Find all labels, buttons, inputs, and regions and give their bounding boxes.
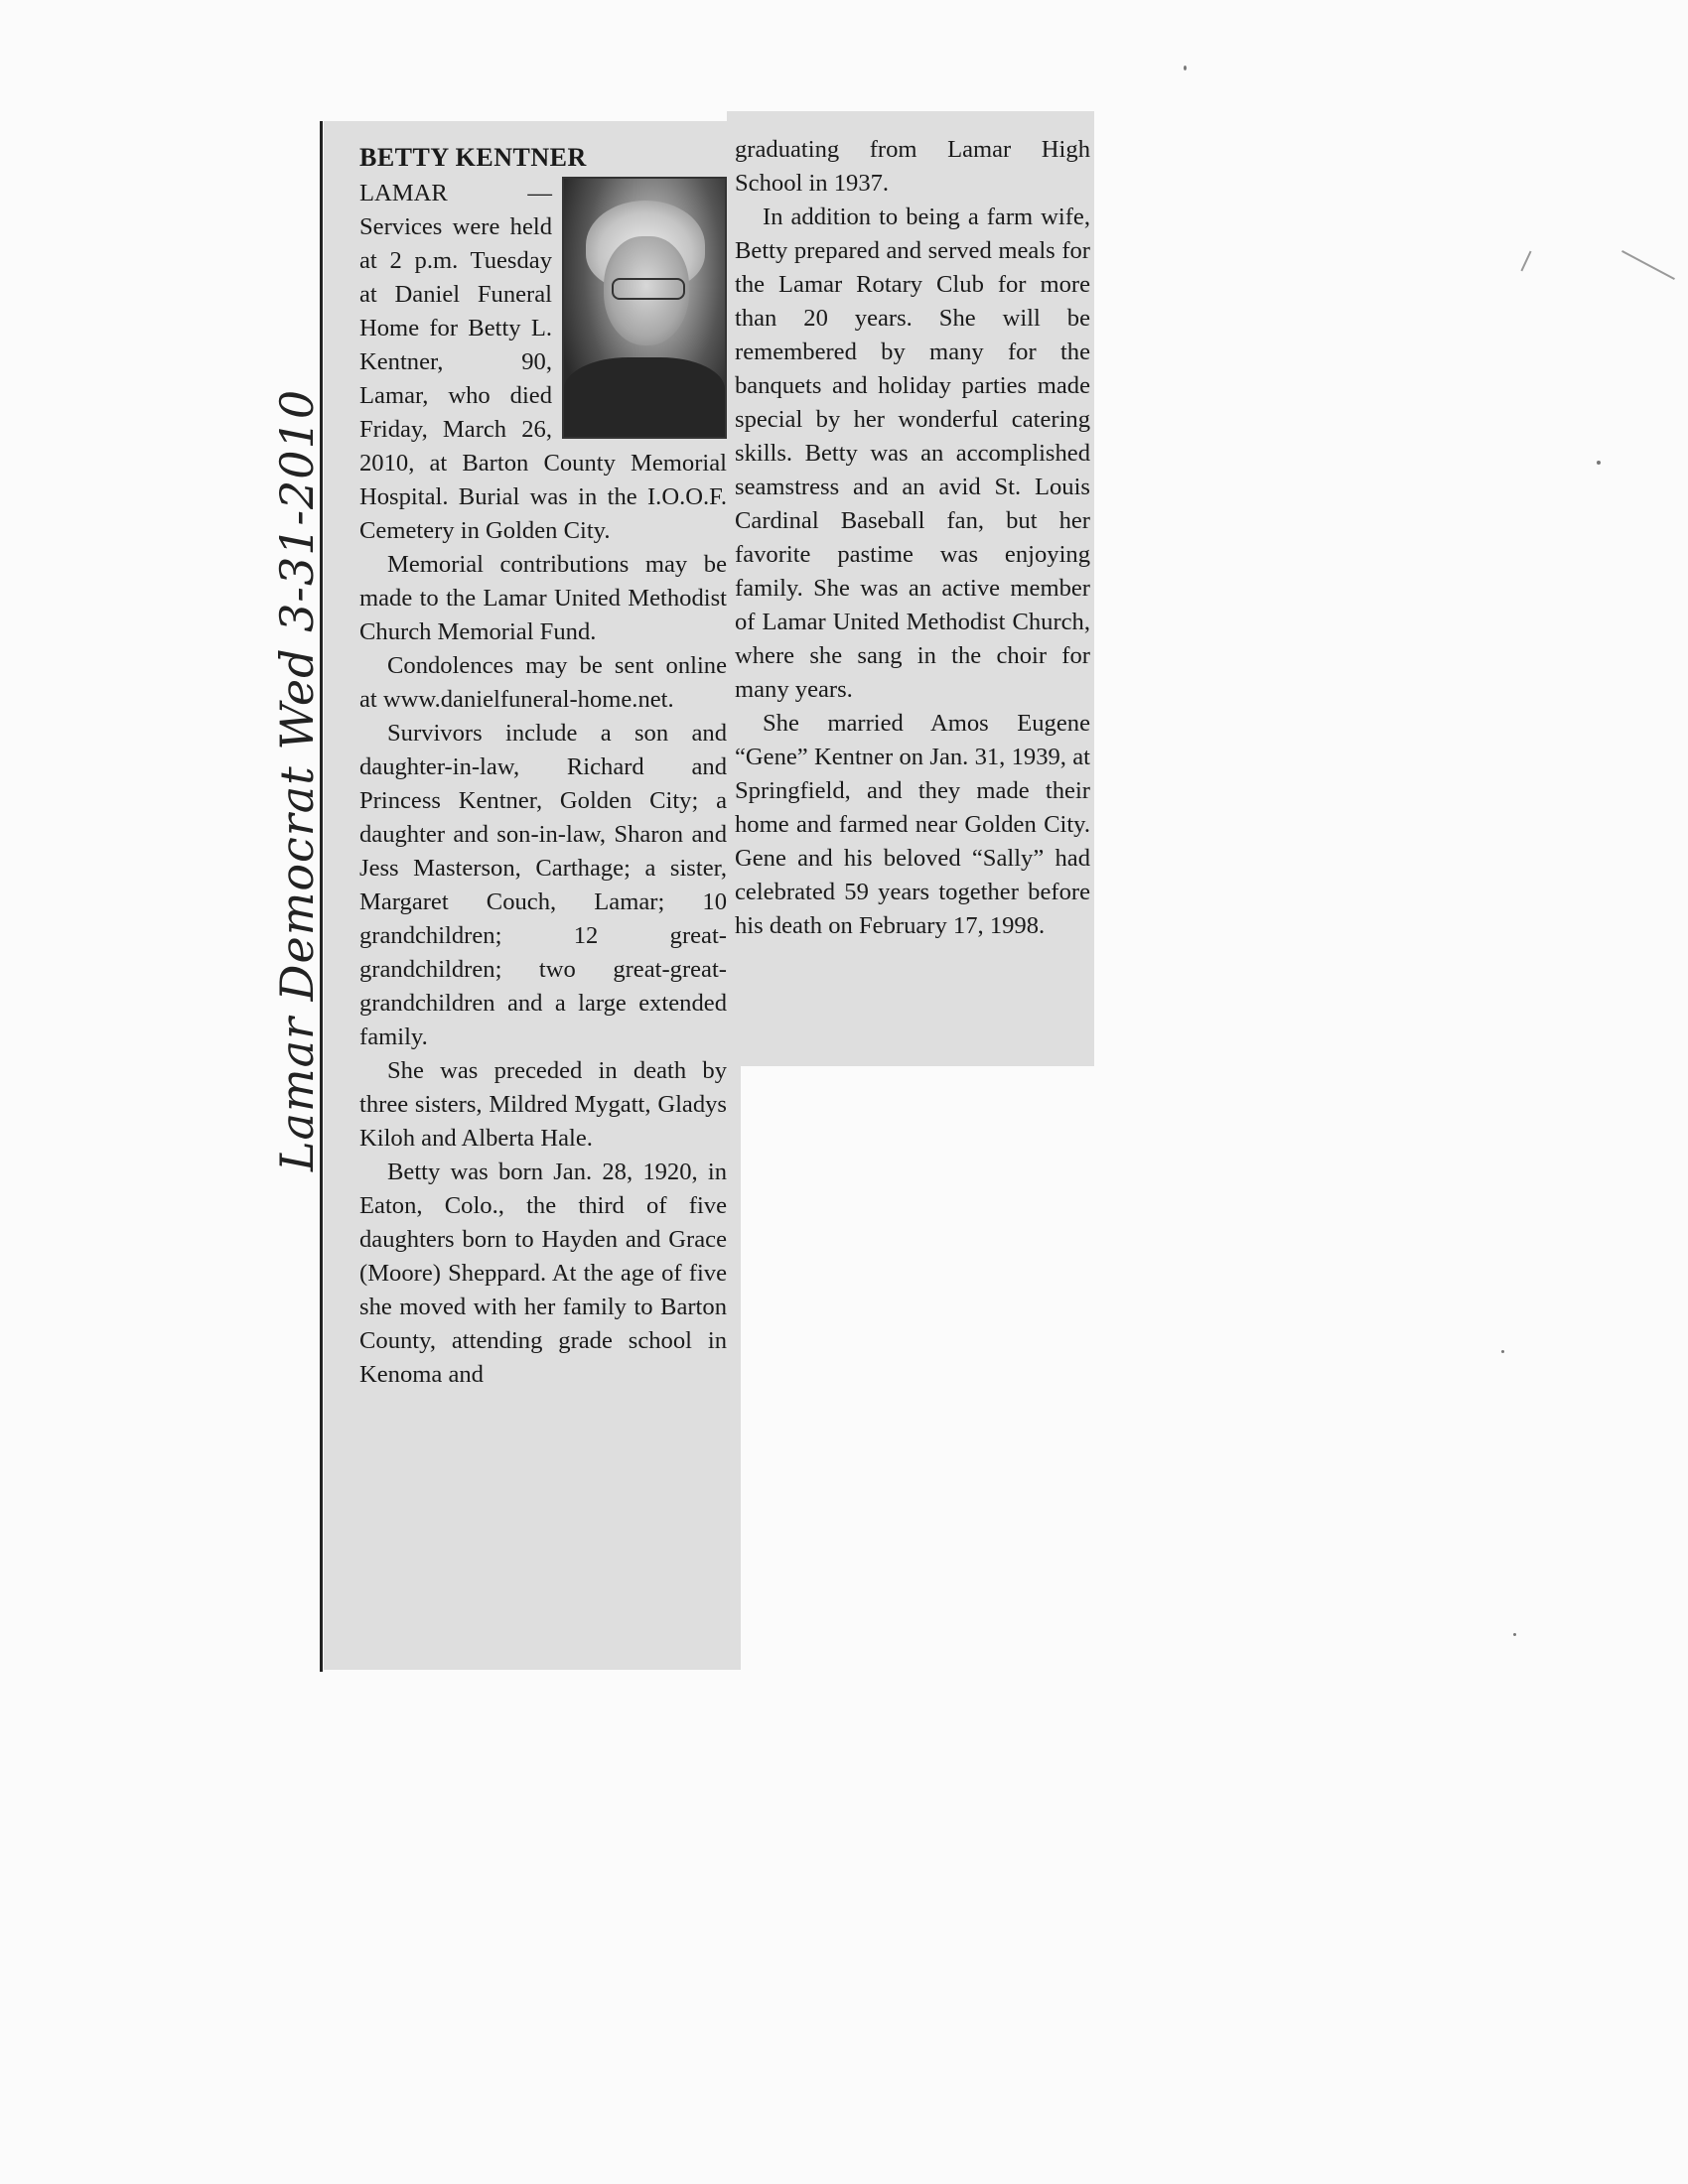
portrait-photo: [562, 177, 727, 439]
scan-speck: [1184, 66, 1187, 70]
obituary-paragraph-survivors: Survivors include a son and daughter-in-law, Richard and Princess Kentner, Golden City; a daughter and son-in-law, Sharon and Jess Masterson, Carthage; a sister, Margaret Couch, Lamar; 10 grandchildren; 12 great-grandchildren; two great-great-grandchildren and a large extended family.: [359, 720, 727, 1050]
obituary-headline: BETTY KENTNER: [359, 143, 587, 172]
obituary-paragraph-life: In addition to being a farm wife, Betty prepared and served meals for the Lamar Rotary Club for more than 20 years. She will be remembered by many for the banquets and holiday parties made special by her wonderful catering skills. Betty was an accomplished seamstress and an avid St. Louis Cardinal Baseball fan, but her favorite pastime was enjoying family. She was an active member of Lamar United Methodist Church, where she sang in the choir for many years.: [735, 204, 1090, 703]
scan-speck: [1501, 1350, 1504, 1353]
obituary-paragraph-condolences: Condolences may be sent online at www.danielfuneral-home.net.: [359, 652, 727, 713]
obituary-column-left: [359, 141, 727, 1392]
obituary-column-right: [735, 133, 1090, 943]
scan-speck: [1513, 1633, 1516, 1636]
handwritten-date-note: Lamar Democrat Wed 3-31-2010: [270, 388, 324, 1171]
obituary-paragraph-birth: Betty was born Jan. 28, 1920, in Eaton, Colo., the third of five daughters born to Hayden and Grace (Moore) Sheppard. At the age of five she moved with her family to Barton County, attending grade school in Kenoma and: [359, 1159, 727, 1388]
scan-scratch: [1520, 251, 1531, 272]
scan-speck: [1597, 461, 1601, 465]
scan-scratch: [1621, 250, 1675, 280]
obituary-paragraph-services: LAMAR — Services were held at 2 p.m. Tuesday at Daniel Funeral Home for Betty L. Kentner, 90, Lamar, who died Friday, March 26, 2010, at Barton County Memorial Hospital. Burial was in the I.O.O.F. Cemetery in Golden City.: [359, 180, 727, 544]
obituary-paragraph-graduation: graduating from Lamar High School in 1937.: [735, 136, 1090, 197]
obituary-paragraph-marriage: She married Amos Eugene “Gene” Kentner on Jan. 31, 1939, at Springfield, and they made their home and farmed near Golden City. Gene and his beloved “Sally” had celebrated 59 years together before his death on February 17, 1998.: [735, 710, 1090, 939]
obituary-paragraph-memorial: Memorial contributions may be made to the Lamar United Methodist Church Memorial Fund.: [359, 551, 727, 645]
obituary-paragraph-preceded: She was preceded in death by three sisters, Mildred Mygatt, Gladys Kiloh and Alberta Hale.: [359, 1057, 727, 1152]
